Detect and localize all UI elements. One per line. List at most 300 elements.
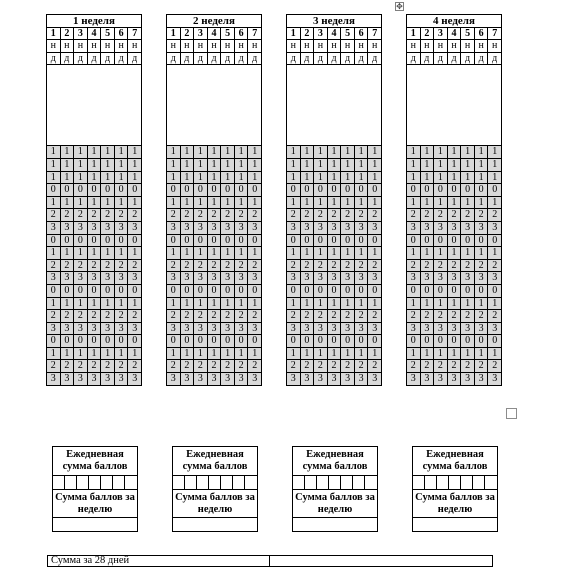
score-cell[interactable]: 3 (194, 373, 208, 386)
score-cell[interactable]: 2 (475, 209, 489, 222)
daily-sum-cell[interactable] (113, 476, 125, 489)
score-cell[interactable]: 1 (248, 298, 262, 311)
score-cell[interactable]: 2 (101, 310, 115, 323)
score-cell[interactable]: 3 (74, 272, 88, 285)
score-cell[interactable]: 0 (475, 335, 489, 348)
score-cell[interactable]: 2 (461, 310, 475, 323)
score-cell[interactable]: 0 (488, 235, 502, 248)
score-cell[interactable]: 0 (407, 184, 421, 197)
score-cell[interactable]: 3 (461, 373, 475, 386)
score-cell[interactable]: 0 (47, 285, 61, 298)
score-cell[interactable]: 3 (61, 222, 75, 235)
score-cell[interactable]: 1 (341, 172, 355, 185)
score-cell[interactable]: 3 (208, 272, 222, 285)
score-cell[interactable]: 0 (128, 235, 142, 248)
score-cell[interactable]: 1 (488, 348, 502, 361)
score-cell[interactable]: 3 (128, 272, 142, 285)
score-cell[interactable]: 0 (301, 235, 315, 248)
score-cell[interactable]: 1 (221, 159, 235, 172)
score-cell[interactable]: 3 (448, 373, 462, 386)
score-cell[interactable]: 3 (328, 323, 342, 336)
daily-sum-cell[interactable] (101, 476, 113, 489)
score-cell[interactable]: 1 (61, 197, 75, 210)
score-cell[interactable]: 1 (461, 298, 475, 311)
score-cell[interactable]: 1 (434, 159, 448, 172)
score-cell[interactable]: 3 (355, 373, 369, 386)
score-cell[interactable]: 2 (167, 209, 181, 222)
score-cell[interactable]: 1 (101, 146, 115, 159)
score-cell[interactable]: 0 (115, 184, 129, 197)
score-cell[interactable]: 3 (208, 222, 222, 235)
score-cell[interactable]: 0 (287, 335, 301, 348)
score-cell[interactable]: 2 (181, 260, 195, 273)
score-cell[interactable]: 0 (208, 235, 222, 248)
score-cell[interactable]: 1 (287, 247, 301, 260)
score-cell[interactable]: 2 (235, 310, 249, 323)
score-cell[interactable]: 3 (194, 222, 208, 235)
score-cell[interactable]: 1 (407, 159, 421, 172)
score-cell[interactable]: 3 (301, 222, 315, 235)
score-cell[interactable]: 1 (368, 146, 382, 159)
score-cell[interactable]: 2 (368, 310, 382, 323)
daily-sum-cell[interactable] (209, 476, 221, 489)
score-cell[interactable]: 1 (74, 247, 88, 260)
score-cell[interactable]: 2 (221, 360, 235, 373)
score-cell[interactable]: 2 (355, 360, 369, 373)
score-cell[interactable]: 1 (167, 247, 181, 260)
score-cell[interactable]: 2 (314, 260, 328, 273)
score-cell[interactable]: 1 (461, 172, 475, 185)
score-cell[interactable]: 2 (128, 360, 142, 373)
score-cell[interactable]: 3 (301, 373, 315, 386)
score-cell[interactable]: 1 (355, 172, 369, 185)
score-cell[interactable]: 1 (301, 348, 315, 361)
score-cell[interactable]: 1 (194, 298, 208, 311)
score-cell[interactable]: 1 (448, 172, 462, 185)
score-cell[interactable]: 3 (421, 222, 435, 235)
score-cell[interactable]: 0 (434, 184, 448, 197)
score-cell[interactable]: 2 (101, 260, 115, 273)
score-cell[interactable]: 1 (461, 348, 475, 361)
score-cell[interactable]: 0 (235, 235, 249, 248)
score-cell[interactable]: 2 (448, 310, 462, 323)
score-cell[interactable]: 1 (167, 172, 181, 185)
score-cell[interactable]: 3 (235, 323, 249, 336)
score-cell[interactable]: 1 (421, 247, 435, 260)
daily-sum-cell[interactable] (77, 476, 89, 489)
score-cell[interactable]: 0 (88, 184, 102, 197)
score-cell[interactable]: 2 (355, 260, 369, 273)
score-cell[interactable]: 0 (181, 184, 195, 197)
score-cell[interactable]: 3 (407, 272, 421, 285)
score-cell[interactable]: 2 (235, 260, 249, 273)
score-cell[interactable]: 0 (434, 235, 448, 248)
score-cell[interactable]: 1 (248, 247, 262, 260)
score-cell[interactable]: 0 (61, 335, 75, 348)
daily-sum-cell[interactable] (449, 476, 461, 489)
daily-sum-cell[interactable] (293, 476, 305, 489)
score-cell[interactable]: 0 (101, 285, 115, 298)
score-cell[interactable]: 2 (355, 310, 369, 323)
score-cell[interactable]: 1 (115, 197, 129, 210)
score-cell[interactable]: 1 (434, 146, 448, 159)
score-cell[interactable]: 1 (248, 159, 262, 172)
daily-sum-cell[interactable] (365, 476, 377, 489)
score-cell[interactable]: 2 (407, 209, 421, 222)
total-28-days-value-cell[interactable] (270, 556, 492, 566)
score-cell[interactable]: 2 (101, 209, 115, 222)
score-cell[interactable]: 0 (355, 184, 369, 197)
score-cell[interactable]: 1 (461, 197, 475, 210)
score-cell[interactable]: 1 (88, 247, 102, 260)
score-cell[interactable]: 3 (101, 272, 115, 285)
score-cell[interactable]: 0 (461, 335, 475, 348)
daily-sum-cell[interactable] (353, 476, 365, 489)
score-cell[interactable]: 0 (448, 335, 462, 348)
score-cell[interactable]: 1 (88, 298, 102, 311)
score-cell[interactable]: 1 (248, 146, 262, 159)
score-cell[interactable]: 1 (61, 298, 75, 311)
score-cell[interactable]: 0 (355, 235, 369, 248)
score-cell[interactable]: 3 (368, 373, 382, 386)
score-cell[interactable]: 2 (448, 260, 462, 273)
score-cell[interactable]: 1 (221, 247, 235, 260)
score-cell[interactable]: 2 (74, 310, 88, 323)
score-cell[interactable]: 2 (407, 360, 421, 373)
score-cell[interactable]: 2 (448, 209, 462, 222)
score-cell[interactable]: 3 (128, 373, 142, 386)
score-cell[interactable]: 0 (115, 235, 129, 248)
score-cell[interactable]: 2 (47, 360, 61, 373)
score-cell[interactable]: 2 (208, 209, 222, 222)
score-cell[interactable]: 0 (461, 285, 475, 298)
score-cell[interactable]: 1 (115, 159, 129, 172)
score-cell[interactable]: 3 (421, 323, 435, 336)
score-cell[interactable]: 3 (341, 222, 355, 235)
score-cell[interactable]: 1 (248, 197, 262, 210)
score-cell[interactable]: 1 (221, 298, 235, 311)
score-cell[interactable]: 1 (488, 172, 502, 185)
score-cell[interactable]: 1 (61, 348, 75, 361)
score-cell[interactable]: 2 (368, 360, 382, 373)
score-cell[interactable]: 0 (61, 285, 75, 298)
score-cell[interactable]: 3 (355, 272, 369, 285)
score-cell[interactable]: 2 (101, 360, 115, 373)
score-cell[interactable]: 3 (181, 323, 195, 336)
score-cell[interactable]: 2 (461, 209, 475, 222)
daily-sum-cell[interactable] (53, 476, 65, 489)
score-cell[interactable]: 0 (88, 285, 102, 298)
score-cell[interactable]: 2 (407, 260, 421, 273)
score-cell[interactable]: 1 (421, 197, 435, 210)
daily-sum-cell[interactable] (413, 476, 425, 489)
score-cell[interactable]: 2 (208, 360, 222, 373)
score-cell[interactable]: 1 (328, 159, 342, 172)
daily-sum-cell[interactable] (329, 476, 341, 489)
score-cell[interactable]: 1 (488, 146, 502, 159)
score-cell[interactable]: 1 (167, 298, 181, 311)
score-cell[interactable]: 1 (301, 247, 315, 260)
score-cell[interactable]: 2 (341, 209, 355, 222)
weekly-sum-value-cell[interactable] (413, 517, 497, 531)
score-cell[interactable]: 1 (421, 159, 435, 172)
score-cell[interactable]: 0 (115, 335, 129, 348)
score-cell[interactable]: 1 (74, 348, 88, 361)
score-cell[interactable]: 2 (421, 260, 435, 273)
score-cell[interactable]: 3 (341, 272, 355, 285)
score-cell[interactable]: 2 (61, 310, 75, 323)
score-cell[interactable]: 3 (61, 323, 75, 336)
score-cell[interactable]: 1 (235, 146, 249, 159)
score-cell[interactable]: 0 (181, 235, 195, 248)
score-cell[interactable]: 3 (341, 323, 355, 336)
score-cell[interactable]: 0 (194, 184, 208, 197)
score-cell[interactable]: 0 (475, 235, 489, 248)
score-cell[interactable]: 1 (341, 159, 355, 172)
score-cell[interactable]: 3 (341, 373, 355, 386)
score-cell[interactable]: 0 (194, 285, 208, 298)
score-cell[interactable]: 1 (88, 348, 102, 361)
score-cell[interactable]: 0 (61, 235, 75, 248)
score-cell[interactable]: 0 (167, 184, 181, 197)
score-cell[interactable]: 2 (167, 260, 181, 273)
score-cell[interactable]: 2 (301, 209, 315, 222)
score-cell[interactable]: 3 (181, 373, 195, 386)
score-cell[interactable]: 1 (488, 197, 502, 210)
score-cell[interactable]: 3 (287, 323, 301, 336)
score-cell[interactable]: 0 (314, 235, 328, 248)
score-cell[interactable]: 2 (208, 310, 222, 323)
score-cell[interactable]: 1 (208, 172, 222, 185)
score-cell[interactable]: 2 (208, 260, 222, 273)
score-cell[interactable]: 3 (314, 222, 328, 235)
score-cell[interactable]: 3 (74, 222, 88, 235)
score-cell[interactable]: 2 (235, 209, 249, 222)
score-cell[interactable]: 3 (115, 222, 129, 235)
score-cell[interactable]: 2 (47, 310, 61, 323)
score-cell[interactable]: 3 (181, 272, 195, 285)
score-cell[interactable]: 3 (488, 323, 502, 336)
score-cell[interactable]: 2 (167, 310, 181, 323)
score-cell[interactable]: 0 (301, 184, 315, 197)
score-cell[interactable]: 2 (301, 360, 315, 373)
score-cell[interactable]: 3 (368, 272, 382, 285)
score-cell[interactable]: 2 (128, 260, 142, 273)
score-cell[interactable]: 1 (167, 197, 181, 210)
blank-entry-area[interactable] (47, 65, 142, 146)
score-cell[interactable]: 0 (101, 335, 115, 348)
score-cell[interactable]: 3 (488, 272, 502, 285)
score-cell[interactable]: 0 (448, 184, 462, 197)
score-cell[interactable]: 2 (88, 260, 102, 273)
score-cell[interactable]: 2 (368, 260, 382, 273)
score-cell[interactable]: 3 (488, 222, 502, 235)
score-cell[interactable]: 1 (194, 159, 208, 172)
score-cell[interactable]: 1 (475, 298, 489, 311)
score-cell[interactable]: 2 (167, 360, 181, 373)
score-cell[interactable]: 1 (328, 348, 342, 361)
score-cell[interactable]: 1 (434, 172, 448, 185)
score-cell[interactable]: 1 (61, 146, 75, 159)
score-cell[interactable]: 1 (407, 146, 421, 159)
score-cell[interactable]: 1 (167, 159, 181, 172)
score-cell[interactable]: 2 (61, 260, 75, 273)
score-cell[interactable]: 0 (287, 184, 301, 197)
score-cell[interactable]: 1 (101, 172, 115, 185)
daily-sum-cell[interactable] (425, 476, 437, 489)
score-cell[interactable]: 0 (235, 335, 249, 348)
score-cell[interactable]: 1 (368, 298, 382, 311)
score-cell[interactable]: 3 (181, 222, 195, 235)
score-cell[interactable]: 3 (448, 272, 462, 285)
score-cell[interactable]: 3 (167, 373, 181, 386)
score-cell[interactable]: 2 (181, 209, 195, 222)
score-cell[interactable]: 0 (488, 184, 502, 197)
score-cell[interactable]: 1 (221, 172, 235, 185)
score-cell[interactable]: 1 (488, 247, 502, 260)
score-cell[interactable]: 0 (194, 235, 208, 248)
score-cell[interactable]: 1 (475, 247, 489, 260)
score-cell[interactable]: 1 (287, 159, 301, 172)
score-cell[interactable]: 1 (407, 247, 421, 260)
score-cell[interactable]: 2 (194, 360, 208, 373)
score-cell[interactable]: 0 (74, 335, 88, 348)
score-cell[interactable]: 2 (88, 360, 102, 373)
score-cell[interactable]: 1 (128, 197, 142, 210)
score-cell[interactable]: 2 (461, 260, 475, 273)
score-cell[interactable]: 3 (167, 323, 181, 336)
daily-sum-cell[interactable] (305, 476, 317, 489)
score-cell[interactable]: 1 (101, 298, 115, 311)
score-cell[interactable]: 1 (341, 146, 355, 159)
score-cell[interactable]: 1 (488, 159, 502, 172)
score-cell[interactable]: 2 (421, 360, 435, 373)
score-cell[interactable]: 1 (448, 159, 462, 172)
score-cell[interactable]: 2 (488, 310, 502, 323)
score-cell[interactable]: 1 (368, 197, 382, 210)
score-cell[interactable]: 1 (88, 146, 102, 159)
score-cell[interactable]: 1 (128, 172, 142, 185)
score-cell[interactable]: 1 (314, 197, 328, 210)
score-cell[interactable]: 1 (328, 298, 342, 311)
score-cell[interactable]: 1 (128, 298, 142, 311)
score-cell[interactable]: 2 (434, 360, 448, 373)
score-cell[interactable]: 1 (421, 298, 435, 311)
score-cell[interactable]: 1 (181, 172, 195, 185)
score-cell[interactable]: 1 (101, 197, 115, 210)
score-cell[interactable]: 1 (448, 247, 462, 260)
score-cell[interactable]: 2 (47, 260, 61, 273)
score-cell[interactable]: 1 (115, 146, 129, 159)
score-cell[interactable]: 3 (61, 272, 75, 285)
score-cell[interactable]: 0 (74, 285, 88, 298)
score-cell[interactable]: 1 (101, 159, 115, 172)
score-cell[interactable]: 0 (74, 235, 88, 248)
score-cell[interactable]: 1 (341, 348, 355, 361)
score-cell[interactable]: 2 (314, 360, 328, 373)
score-cell[interactable]: 3 (115, 272, 129, 285)
score-cell[interactable]: 0 (461, 235, 475, 248)
score-cell[interactable]: 3 (74, 323, 88, 336)
score-cell[interactable]: 0 (461, 184, 475, 197)
score-cell[interactable]: 0 (181, 285, 195, 298)
score-cell[interactable]: 2 (74, 209, 88, 222)
score-cell[interactable]: 1 (475, 348, 489, 361)
score-cell[interactable]: 3 (461, 272, 475, 285)
score-cell[interactable]: 0 (368, 285, 382, 298)
score-cell[interactable]: 1 (115, 172, 129, 185)
daily-sum-cell[interactable] (197, 476, 209, 489)
score-cell[interactable]: 1 (355, 298, 369, 311)
score-cell[interactable]: 2 (194, 260, 208, 273)
score-cell[interactable]: 0 (221, 335, 235, 348)
blank-entry-area[interactable] (167, 65, 262, 146)
score-cell[interactable]: 1 (287, 298, 301, 311)
score-cell[interactable]: 3 (208, 323, 222, 336)
score-cell[interactable]: 2 (328, 310, 342, 323)
score-cell[interactable]: 2 (287, 209, 301, 222)
score-cell[interactable]: 3 (407, 323, 421, 336)
score-cell[interactable]: 1 (407, 172, 421, 185)
score-cell[interactable]: 1 (248, 348, 262, 361)
score-cell[interactable]: 2 (74, 260, 88, 273)
score-cell[interactable]: 1 (167, 348, 181, 361)
score-cell[interactable]: 1 (448, 146, 462, 159)
score-cell[interactable]: 0 (355, 335, 369, 348)
score-cell[interactable]: 3 (314, 272, 328, 285)
score-cell[interactable]: 1 (301, 146, 315, 159)
score-cell[interactable]: 3 (407, 373, 421, 386)
score-cell[interactable]: 1 (47, 197, 61, 210)
score-cell[interactable]: 3 (355, 323, 369, 336)
score-cell[interactable]: 0 (208, 335, 222, 348)
blank-entry-area[interactable] (287, 65, 382, 146)
score-cell[interactable]: 1 (235, 197, 249, 210)
score-cell[interactable]: 1 (434, 197, 448, 210)
score-cell[interactable]: 1 (128, 247, 142, 260)
score-cell[interactable]: 2 (248, 360, 262, 373)
score-cell[interactable]: 1 (194, 146, 208, 159)
score-cell[interactable]: 1 (101, 348, 115, 361)
table-move-handle-icon[interactable]: ✥ (396, 2, 403, 11)
score-cell[interactable]: 1 (368, 348, 382, 361)
score-cell[interactable]: 3 (328, 222, 342, 235)
score-cell[interactable]: 1 (128, 159, 142, 172)
score-cell[interactable]: 0 (368, 184, 382, 197)
score-cell[interactable]: 1 (461, 146, 475, 159)
score-cell[interactable]: 1 (475, 172, 489, 185)
score-cell[interactable]: 1 (314, 172, 328, 185)
score-cell[interactable]: 1 (368, 159, 382, 172)
score-cell[interactable]: 3 (448, 222, 462, 235)
score-cell[interactable]: 3 (101, 222, 115, 235)
daily-sum-cell[interactable] (317, 476, 329, 489)
score-cell[interactable]: 1 (421, 146, 435, 159)
score-cell[interactable]: 1 (181, 247, 195, 260)
score-cell[interactable]: 3 (221, 272, 235, 285)
score-cell[interactable]: 1 (208, 298, 222, 311)
score-cell[interactable]: 2 (287, 310, 301, 323)
score-cell[interactable]: 0 (368, 335, 382, 348)
score-cell[interactable]: 0 (421, 184, 435, 197)
score-cell[interactable]: 3 (208, 373, 222, 386)
score-cell[interactable]: 3 (368, 222, 382, 235)
score-cell[interactable]: 1 (181, 197, 195, 210)
score-cell[interactable]: 1 (448, 348, 462, 361)
score-cell[interactable]: 0 (101, 235, 115, 248)
score-cell[interactable]: 3 (47, 323, 61, 336)
score-cell[interactable]: 0 (488, 285, 502, 298)
